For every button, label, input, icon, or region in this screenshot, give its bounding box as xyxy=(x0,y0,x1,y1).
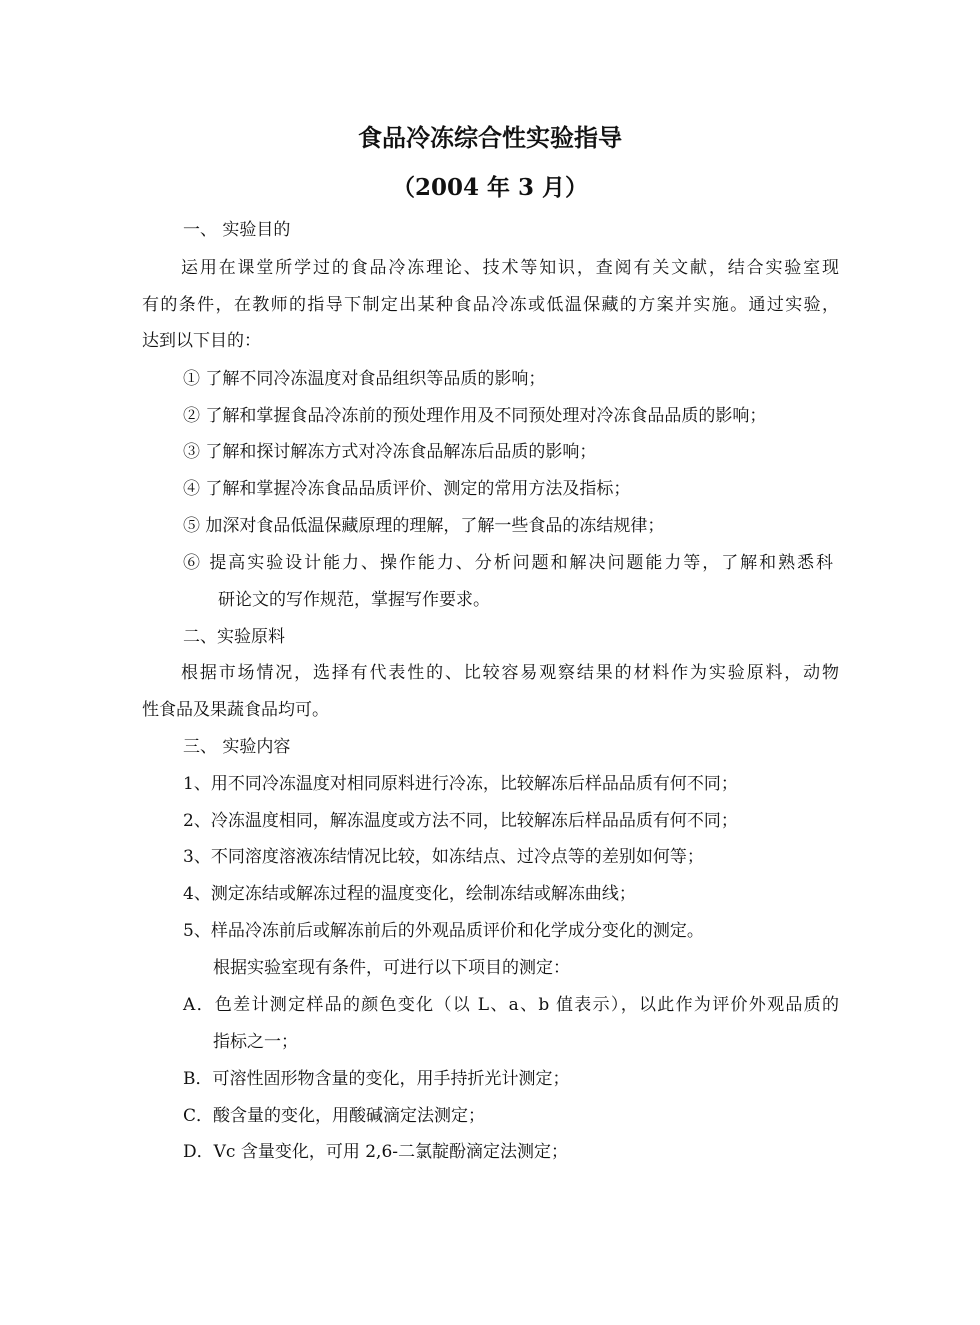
list-item: 1、用不同冷冻温度对相同原料进行冷冻，比较解冻后样品品质有何不同； xyxy=(183,774,738,794)
paragraph-line: 达到以下目的： xyxy=(142,331,261,351)
list-item: 5、样品冷冻前后或解冻前后的外观品质评价和化学成分变化的测定。 xyxy=(183,921,704,941)
measure-item: D．Vc 含量变化，可用 2,6-二氯靛酚滴定法测定； xyxy=(183,1142,569,1162)
measure-item: A．色差计测定样品的颜色变化（以 L、a、b 值表示），以此作为评价外观品质的 xyxy=(183,995,839,1015)
list-item: ③ 了解和探讨解冻方式对冷冻食品解冻后品质的影响； xyxy=(183,442,597,462)
measure-item-continuation: 指标之一； xyxy=(213,1032,298,1052)
document-title: 食品冷冻综合性实验指导 xyxy=(358,123,622,152)
list-item: 2、冷冻温度相同，解冻温度或方法不同，比较解冻后样品品质有何不同； xyxy=(183,811,738,831)
note-line: 根据实验室现有条件，可进行以下项目的测定： xyxy=(213,958,570,978)
document-date: （2004 年 3 月） xyxy=(391,174,589,201)
list-item: ② 了解和掌握食品冷冻前的预处理作用及不同预处理对冷冻食品品质的影响； xyxy=(183,406,767,426)
paragraph-line: 性食品及果蔬食品均可。 xyxy=(142,700,329,720)
measure-item: B．可溶性固形物含量的变化，用手持折光计测定； xyxy=(183,1069,570,1089)
list-item: ④ 了解和掌握冷冻食品品质评价、测定的常用方法及指标； xyxy=(183,479,631,499)
list-item-continuation: 研论文的写作规范，掌握写作要求。 xyxy=(218,590,490,610)
list-item: ① 了解不同冷冻温度对食品组织等品质的影响； xyxy=(183,369,546,389)
list-item: ⑤ 加深对食品低温保藏原理的理解，了解一些食品的冻结规律； xyxy=(183,516,665,536)
section-heading: 三、 实验内容 xyxy=(183,737,291,757)
section-heading: 二、实验原料 xyxy=(183,627,285,647)
paragraph-line: 运用在课堂所学过的食品冷冻理论、技术等知识，查阅有关文献，结合实验室现 xyxy=(181,258,839,278)
list-item: 4、测定冻结或解冻过程的温度变化，绘制冻结或解冻曲线； xyxy=(183,884,636,904)
paragraph-line: 有的条件，在教师的指导下制定出某种食品冷冻或低温保藏的方案并实施。通过实验， xyxy=(142,295,839,315)
measure-item: C．酸含量的变化，用酸碱滴定法测定； xyxy=(183,1106,486,1126)
paragraph-line: 根据市场情况，选择有代表性的、比较容易观察结果的材料作为实验原料，动物 xyxy=(181,663,839,683)
list-item: ⑥ 提高实验设计能力、操作能力、分析问题和解决问题能力等，了解和熟悉科 xyxy=(183,553,833,573)
section-heading: 一、 实验目的 xyxy=(183,220,291,240)
list-item: 3、不同溶度溶液冻结情况比较，如冻结点、过冷点等的差别如何等； xyxy=(183,847,704,867)
